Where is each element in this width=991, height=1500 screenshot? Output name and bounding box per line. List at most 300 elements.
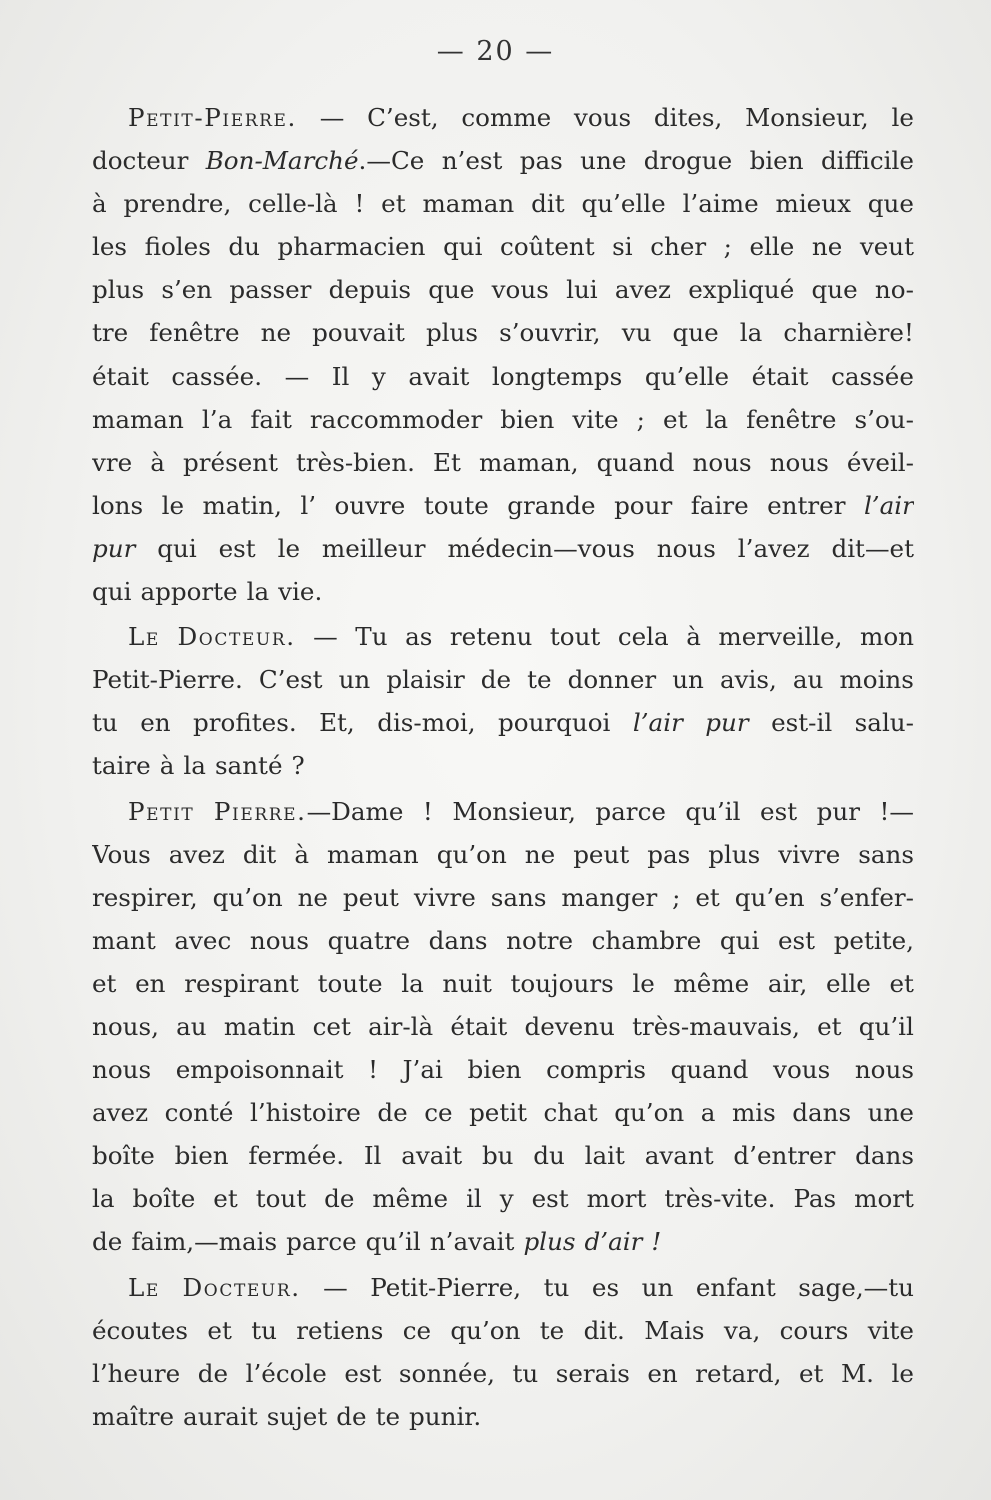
word xyxy=(500,225,595,268)
text-run: entrer xyxy=(767,490,846,520)
text-run: même xyxy=(372,1184,449,1214)
text-run: J’ai xyxy=(402,1055,443,1085)
word xyxy=(793,1177,836,1220)
word xyxy=(250,919,309,962)
text-run: bu xyxy=(481,1141,514,1171)
word xyxy=(327,833,419,876)
text-run: respirer, xyxy=(92,882,198,912)
text-run: nous xyxy=(854,1055,914,1085)
text-run: s’ouvrir, xyxy=(499,318,601,348)
word xyxy=(839,658,913,701)
word xyxy=(203,484,282,527)
text-line xyxy=(92,919,914,962)
word xyxy=(891,96,913,139)
word xyxy=(248,182,337,225)
text-run: le xyxy=(632,968,655,998)
word xyxy=(430,1220,515,1263)
word xyxy=(767,484,845,527)
word xyxy=(686,615,701,658)
text-run: du xyxy=(228,232,260,262)
word xyxy=(532,1177,569,1220)
text-run: tout xyxy=(255,1184,307,1214)
text-run: de xyxy=(336,1401,367,1431)
word xyxy=(622,311,652,354)
text-run: vivre xyxy=(778,839,841,869)
word xyxy=(92,1005,159,1048)
word xyxy=(812,225,842,268)
text-run: n’est xyxy=(441,146,503,176)
word xyxy=(92,139,188,182)
word xyxy=(574,96,631,139)
word xyxy=(572,398,618,441)
word xyxy=(174,919,231,962)
word xyxy=(500,1177,514,1220)
text-run: nuit xyxy=(442,968,492,998)
text-run: qu’on xyxy=(614,1098,685,1128)
word xyxy=(527,658,551,701)
text-run: manger xyxy=(561,882,658,912)
text-run: toute xyxy=(317,968,383,998)
text-line xyxy=(92,1309,914,1352)
italic-text: l’air xyxy=(863,490,914,520)
text-run: qui xyxy=(719,925,760,955)
word xyxy=(632,1005,800,1048)
text-run: veut xyxy=(859,232,914,262)
text-run: mis xyxy=(731,1098,776,1128)
text-run: fenêtre xyxy=(746,404,837,434)
word xyxy=(540,1309,564,1352)
word xyxy=(354,182,364,225)
text-run: au xyxy=(176,1011,207,1041)
text-run: difficile xyxy=(820,146,914,176)
word xyxy=(592,1266,619,1309)
text-run: boîte xyxy=(92,1141,155,1171)
text-run: elle xyxy=(825,968,871,998)
word xyxy=(595,790,666,833)
italic-text: l’air xyxy=(632,708,683,738)
word xyxy=(300,484,316,527)
word xyxy=(433,441,461,484)
word xyxy=(92,701,118,744)
word xyxy=(831,527,914,570)
word xyxy=(278,225,426,268)
word xyxy=(855,701,914,744)
word xyxy=(778,919,815,962)
text-run: chambre xyxy=(591,925,702,955)
text-line xyxy=(92,225,914,268)
text-run: fait xyxy=(250,404,292,434)
word xyxy=(324,1177,354,1220)
text-line xyxy=(92,527,914,570)
text-run: cassée. xyxy=(171,361,263,391)
word xyxy=(479,441,579,484)
word xyxy=(278,570,322,613)
word xyxy=(688,268,794,311)
word xyxy=(206,139,425,182)
word xyxy=(745,96,869,139)
text-run: cet xyxy=(312,1011,351,1041)
text-run: pas xyxy=(519,146,563,176)
text-run: qu’il xyxy=(858,1011,914,1041)
word xyxy=(447,527,634,570)
word xyxy=(213,1177,237,1220)
text-run: depuis xyxy=(328,275,412,305)
text-run: Et, xyxy=(319,708,355,738)
text-run: tu xyxy=(512,1358,539,1388)
word xyxy=(792,1091,851,1134)
word xyxy=(834,919,914,962)
text-run: pouvait xyxy=(312,318,405,348)
text-run: tu xyxy=(543,1272,570,1302)
text-run: nous xyxy=(92,1055,152,1085)
text-run: l’école xyxy=(245,1358,327,1388)
word xyxy=(320,96,345,139)
word xyxy=(691,484,749,527)
word xyxy=(654,96,723,139)
word xyxy=(322,527,426,570)
text-run: vre xyxy=(92,447,133,477)
text-run: que xyxy=(428,275,475,305)
text-run: vite xyxy=(572,404,619,434)
word xyxy=(442,962,491,1005)
word xyxy=(368,1005,433,1048)
text-run: coûtent xyxy=(500,232,595,262)
text-run: bien xyxy=(174,1141,229,1171)
word xyxy=(292,744,305,787)
word xyxy=(92,182,107,225)
word xyxy=(585,1134,625,1177)
text-run: au xyxy=(792,665,824,695)
word xyxy=(229,268,311,311)
word xyxy=(671,1048,749,1091)
text-run: retenu xyxy=(449,622,533,652)
text-run: et xyxy=(213,1184,238,1214)
text-run: mant xyxy=(92,925,156,955)
text-run: nous xyxy=(656,533,716,563)
text-run: a xyxy=(700,1098,716,1128)
text-run: aurait xyxy=(183,1401,258,1431)
text-run: qu’en xyxy=(734,882,805,912)
word xyxy=(92,833,151,876)
text-run: tu xyxy=(251,1315,277,1345)
text-run: salu- xyxy=(854,708,914,738)
text-run: l’heure xyxy=(92,1358,181,1388)
text-run: à xyxy=(686,622,701,652)
text-run: longtemps xyxy=(491,361,623,391)
text-run: y xyxy=(499,1184,514,1214)
word xyxy=(817,1005,841,1048)
text-run: l’ xyxy=(300,490,317,520)
word xyxy=(92,398,184,441)
text-run: sujet xyxy=(266,1401,328,1431)
text-run: compris xyxy=(546,1055,646,1085)
text-run: même xyxy=(673,968,750,998)
word xyxy=(92,311,128,354)
text-line xyxy=(92,790,914,833)
text-run: peut xyxy=(573,839,630,869)
text-line xyxy=(92,1395,914,1438)
text-line xyxy=(92,268,914,311)
word xyxy=(92,1220,122,1263)
word xyxy=(642,1266,674,1309)
text-run: l’aime xyxy=(682,189,759,219)
text-run: que xyxy=(811,275,858,305)
word xyxy=(328,919,410,962)
word xyxy=(403,1309,431,1352)
text-run: n’avait xyxy=(429,1227,515,1257)
text-run: vous xyxy=(491,275,549,305)
word xyxy=(424,484,489,527)
word xyxy=(618,615,669,658)
word xyxy=(312,311,405,354)
word xyxy=(250,398,292,441)
text-run: Monsieur, xyxy=(745,103,869,132)
italic-text: pur xyxy=(705,708,749,738)
text-run: profites. xyxy=(193,708,297,738)
word xyxy=(329,268,411,311)
text-run: plus xyxy=(92,275,145,305)
speaker-name: Petit-Pierre. xyxy=(128,103,297,132)
text-run: —Dame xyxy=(306,796,404,826)
text-run: Tu xyxy=(355,622,388,652)
word xyxy=(267,1395,328,1438)
text-run: respirant xyxy=(184,968,299,998)
word xyxy=(294,833,309,876)
text-run: qu’elle xyxy=(581,189,666,219)
text-run: avis, xyxy=(719,665,777,695)
word xyxy=(124,182,232,225)
text-line xyxy=(92,658,914,701)
word xyxy=(278,527,300,570)
text-run: te xyxy=(539,1315,565,1345)
text-run: ! xyxy=(422,796,433,826)
word xyxy=(377,1091,407,1134)
word xyxy=(399,1352,495,1395)
text-run: ! xyxy=(368,1055,379,1085)
text-run: punir. xyxy=(409,1401,482,1431)
word xyxy=(735,876,805,919)
word xyxy=(364,1134,382,1177)
text-line xyxy=(92,182,914,225)
word xyxy=(612,225,633,268)
text-run: matin xyxy=(223,1011,296,1041)
text-run: ce xyxy=(424,1098,453,1128)
text-run: s’enfer- xyxy=(819,882,914,912)
text-run: sonnée, xyxy=(398,1358,495,1388)
text-line xyxy=(92,744,914,787)
text-run: maman, xyxy=(478,447,579,477)
text-run: boîte xyxy=(132,1184,196,1214)
word xyxy=(251,1309,277,1352)
word xyxy=(724,1309,760,1352)
word xyxy=(401,1134,462,1177)
word xyxy=(408,355,469,398)
word xyxy=(250,1091,361,1134)
word xyxy=(372,355,386,398)
text-run: vous xyxy=(573,103,632,132)
word xyxy=(92,962,116,1005)
word xyxy=(860,225,914,268)
text-run: toute xyxy=(423,490,489,520)
text-run: lait xyxy=(584,1141,625,1171)
text-run: Pas xyxy=(793,1184,837,1214)
word xyxy=(207,1309,231,1352)
text-run: et xyxy=(92,968,117,998)
word xyxy=(184,962,299,1005)
word xyxy=(585,1220,643,1263)
word xyxy=(149,311,239,354)
word xyxy=(556,1352,630,1395)
text-run: comme xyxy=(461,103,552,132)
word xyxy=(860,615,914,658)
text-run: avez xyxy=(614,275,671,305)
word xyxy=(864,484,914,527)
text-line xyxy=(92,615,914,658)
text-run: as xyxy=(405,622,433,652)
word xyxy=(370,1266,521,1309)
text-run: vu xyxy=(621,318,652,348)
text-run: est xyxy=(531,1184,569,1214)
word xyxy=(256,1177,306,1220)
word xyxy=(550,615,600,658)
text-run: tout xyxy=(549,622,601,652)
word xyxy=(708,833,760,876)
word xyxy=(746,398,836,441)
word xyxy=(524,1005,614,1048)
word xyxy=(705,701,748,744)
text-line xyxy=(92,1266,914,1309)
text-run: qui xyxy=(443,232,483,262)
text-run: elle xyxy=(749,232,795,262)
word xyxy=(219,527,256,570)
text-line xyxy=(92,1177,914,1220)
word xyxy=(650,225,706,268)
italic-text: d’air xyxy=(584,1227,643,1257)
word xyxy=(776,182,851,225)
text-run: ; xyxy=(672,882,681,912)
word xyxy=(614,484,672,527)
text-run: une xyxy=(580,146,627,176)
word xyxy=(401,962,424,1005)
text-run: qu’il xyxy=(365,1227,421,1257)
text-run: avez xyxy=(92,1098,149,1128)
word xyxy=(405,615,432,658)
text-run: petite, xyxy=(833,925,914,955)
word xyxy=(198,1352,228,1395)
word xyxy=(128,96,297,139)
text-run: l’avez xyxy=(737,533,810,563)
word xyxy=(799,1352,823,1395)
text-run: faire xyxy=(690,490,749,520)
text-run: bien xyxy=(467,1055,522,1085)
text-run: un xyxy=(338,665,371,695)
text-run: quand xyxy=(670,1055,749,1085)
text-line xyxy=(92,1220,914,1263)
text-run: cours xyxy=(779,1315,849,1345)
word xyxy=(215,744,283,787)
word xyxy=(523,1220,575,1263)
word xyxy=(491,876,547,919)
word xyxy=(855,398,914,441)
word xyxy=(695,1352,781,1395)
word xyxy=(92,919,156,962)
text-run: le xyxy=(161,490,185,520)
text-run: que xyxy=(672,318,719,348)
word xyxy=(685,790,740,833)
word xyxy=(695,876,719,919)
text-run: très-bien. xyxy=(296,447,415,477)
text-run: quatre xyxy=(327,925,411,955)
word xyxy=(584,1309,625,1352)
text-run: en xyxy=(135,968,166,998)
text-run: empoisonnait xyxy=(175,1055,344,1085)
word xyxy=(831,355,914,398)
text-run: sans xyxy=(858,839,914,869)
text-line xyxy=(92,1352,914,1395)
word xyxy=(506,919,573,962)
speaker-name: Docteur. xyxy=(177,622,296,652)
text-run: la xyxy=(92,1184,115,1214)
text-run: ! xyxy=(354,189,365,219)
text-run: vite xyxy=(867,1315,914,1345)
word xyxy=(587,1177,647,1220)
word xyxy=(175,1134,229,1177)
text-run: et xyxy=(695,882,720,912)
word xyxy=(544,1266,570,1309)
text-run: s’en xyxy=(161,275,213,305)
text-run: une xyxy=(867,1098,914,1128)
word xyxy=(847,441,914,484)
word xyxy=(450,1309,520,1352)
text-line xyxy=(92,398,914,441)
word xyxy=(368,1048,378,1091)
text-run: air-là xyxy=(368,1011,434,1041)
text-run: d’entrer xyxy=(733,1141,836,1171)
word xyxy=(854,1177,914,1220)
text-run: à xyxy=(159,751,175,781)
text-run: nous xyxy=(249,925,309,955)
text-run: — xyxy=(313,622,338,652)
word xyxy=(92,744,151,787)
word xyxy=(673,311,719,354)
word xyxy=(531,182,565,225)
word xyxy=(132,1177,195,1220)
word xyxy=(783,311,914,354)
text-run: la xyxy=(183,751,206,781)
text-run: Vous xyxy=(92,839,151,869)
text-run: bien xyxy=(749,146,804,176)
text-run: que xyxy=(867,189,914,219)
text-run: — xyxy=(323,1272,348,1302)
text-run: qu’il xyxy=(685,796,741,826)
text-run: dans xyxy=(855,1141,914,1171)
word xyxy=(162,484,184,527)
word xyxy=(647,833,690,876)
text-run: et xyxy=(381,189,406,219)
text-line xyxy=(92,355,914,398)
word xyxy=(381,182,405,225)
speaker-name: Le xyxy=(128,622,160,652)
text-run: présent xyxy=(183,447,278,477)
word xyxy=(355,615,387,658)
word xyxy=(145,225,211,268)
word xyxy=(812,268,858,311)
text-run: Petit-Pierre. xyxy=(92,665,243,695)
text-run: à xyxy=(150,447,165,477)
word xyxy=(821,139,914,182)
word xyxy=(409,1395,481,1438)
text-run: toujours xyxy=(510,968,614,998)
